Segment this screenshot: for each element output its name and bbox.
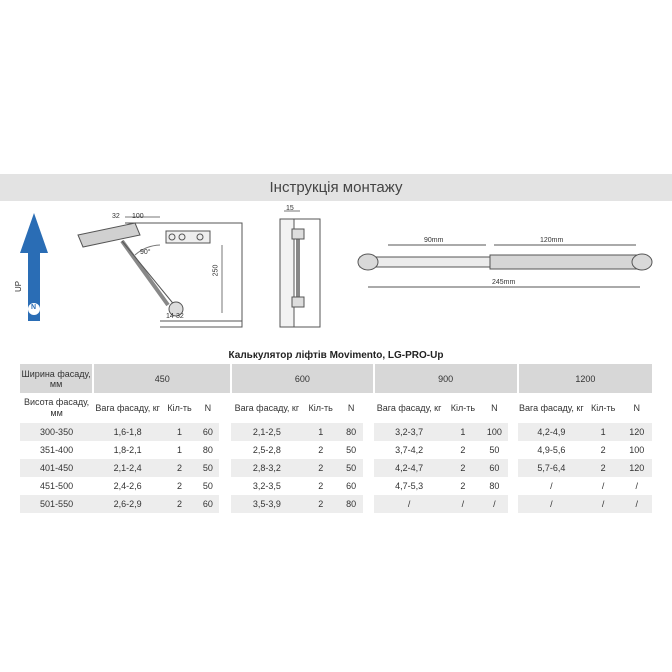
dim-32b: 32	[176, 313, 184, 320]
height-cell: 501-550	[20, 495, 93, 513]
n-cell: 60	[197, 423, 219, 441]
table-row	[20, 477, 652, 495]
weight-cell: 4,2-4,7	[374, 459, 445, 477]
n-cell: 50	[489, 445, 500, 455]
weight-label: Вага фасаду, кг	[519, 402, 584, 413]
count-cell: 2	[162, 495, 197, 513]
weight-cell: 4,7-5,3	[395, 481, 424, 491]
weight-label: Вага фасаду, кг	[95, 402, 160, 413]
weight-cell: 4,2-4,9	[518, 423, 585, 441]
n-cell: 50	[339, 459, 363, 477]
width-450: 450	[93, 364, 231, 393]
count-cell: 2	[585, 459, 622, 477]
n-cell: 100	[481, 423, 507, 441]
weight-cell: 3,5-3,9	[231, 495, 302, 513]
table-row	[20, 459, 652, 477]
n-cell: 80	[339, 423, 363, 441]
weight-label: Вага фасаду, кг	[234, 402, 300, 413]
dim-250: 250	[212, 264, 220, 277]
n-label: N	[633, 402, 640, 413]
lift-calculator-table	[20, 364, 652, 513]
weight-label: Вага фасаду, кг	[376, 402, 442, 413]
table-row	[20, 495, 652, 513]
n-label: N	[491, 402, 498, 413]
count-cell: /	[585, 495, 622, 513]
dim-245mm: 245mm	[492, 279, 516, 286]
count-cell: 2	[600, 445, 606, 455]
count-cell: /	[601, 481, 605, 491]
section-title: Інструкція монтажу	[269, 179, 403, 196]
count-cell: 1	[585, 423, 622, 441]
n-cell: 80	[202, 445, 213, 455]
count-cell: 1	[445, 423, 482, 441]
n-cell: 60	[481, 459, 507, 477]
n-cell: 100	[629, 445, 645, 455]
n-cell: 120	[621, 459, 652, 477]
dim-120mm: 120mm	[540, 237, 564, 244]
n-cell: /	[481, 495, 507, 513]
count-cell: 1	[162, 423, 197, 441]
count-cell: 2	[445, 459, 482, 477]
height-cell: 401-450	[20, 459, 93, 477]
weight-cell: 2,6-2,9	[93, 495, 162, 513]
table-row	[20, 423, 652, 441]
weight-cell: 2,4-2,6	[113, 481, 142, 491]
count-label: Кіл-ть	[308, 402, 333, 413]
n-cell: 80	[489, 481, 500, 491]
mounting-drawing	[0, 205, 672, 345]
height-cell: 300-350	[20, 423, 93, 441]
dim-90mm: 90mm	[424, 237, 444, 244]
count-cell: 2	[176, 481, 182, 491]
n-cell: 50	[346, 445, 357, 455]
width-header-row	[20, 364, 652, 393]
n-label: N	[347, 402, 355, 413]
width-600: 600	[231, 364, 373, 393]
count-cell: 2	[162, 459, 197, 477]
count-cell: 2	[318, 481, 324, 491]
count-label: Кіл-ть	[167, 402, 192, 413]
dim-100: 100	[132, 213, 144, 220]
weight-cell: 3,2-3,5	[252, 481, 281, 491]
width-1200: 1200	[518, 364, 652, 393]
weight-cell: 1,8-2,1	[113, 445, 142, 455]
count-cell: /	[445, 495, 482, 513]
dim-90deg: 90°	[140, 249, 151, 256]
n-cell: 80	[339, 495, 363, 513]
dim-15: 15	[286, 205, 294, 212]
n-cell: 50	[202, 481, 213, 491]
weight-cell: 2,1-2,4	[93, 459, 162, 477]
n-label: N	[204, 402, 212, 413]
up-label: UP	[14, 280, 23, 292]
weight-cell: 5,7-6,4	[518, 459, 585, 477]
n-cell: 60	[197, 495, 219, 513]
lift-front-view	[280, 211, 320, 327]
dim-32: 32	[112, 213, 120, 220]
n-badge-label: N	[31, 304, 37, 311]
section-title-bar	[0, 174, 672, 201]
weight-cell: 1,6-1,8	[93, 423, 162, 441]
width-900: 900	[374, 364, 518, 393]
weight-cell: 3,7-4,2	[395, 445, 424, 455]
n-cell: 120	[621, 423, 652, 441]
width-label: Ширина фасаду, мм	[20, 364, 93, 393]
height-cell: 351-400	[40, 445, 74, 455]
count-cell: 2	[460, 481, 466, 491]
column-header-row	[20, 393, 652, 423]
n-cell: 50	[197, 459, 219, 477]
n-cell: /	[635, 481, 638, 491]
mounting-diagram	[0, 205, 672, 345]
weight-cell: 2,8-3,2	[231, 459, 302, 477]
weight-cell: /	[374, 495, 445, 513]
weight-cell: 4,9-5,6	[537, 445, 566, 455]
height-cell: 451-500	[40, 481, 74, 491]
calculator-title: Калькулятор ліфтів Movimento, LG-PRO-Up	[228, 350, 444, 361]
count-cell: 2	[302, 459, 339, 477]
n-cell: 60	[346, 481, 357, 491]
weight-cell: 3,2-3,7	[374, 423, 445, 441]
count-cell: 2	[460, 445, 466, 455]
table-row	[20, 441, 652, 459]
dim-14: 14	[166, 313, 174, 320]
count-label: Кіл-ть	[450, 402, 476, 413]
weight-cell: /	[550, 481, 553, 491]
n-cell: /	[621, 495, 652, 513]
weight-cell: 2,5-2,8	[252, 445, 281, 455]
count-cell: 1	[176, 445, 182, 455]
count-cell: 2	[302, 495, 339, 513]
count-cell: 1	[302, 423, 339, 441]
height-label: Висота фасаду, мм	[23, 397, 90, 418]
weight-cell: /	[518, 495, 585, 513]
count-label: Кіл-ть	[590, 402, 616, 413]
count-cell: 2	[318, 445, 324, 455]
weight-cell: 2,1-2,5	[231, 423, 302, 441]
